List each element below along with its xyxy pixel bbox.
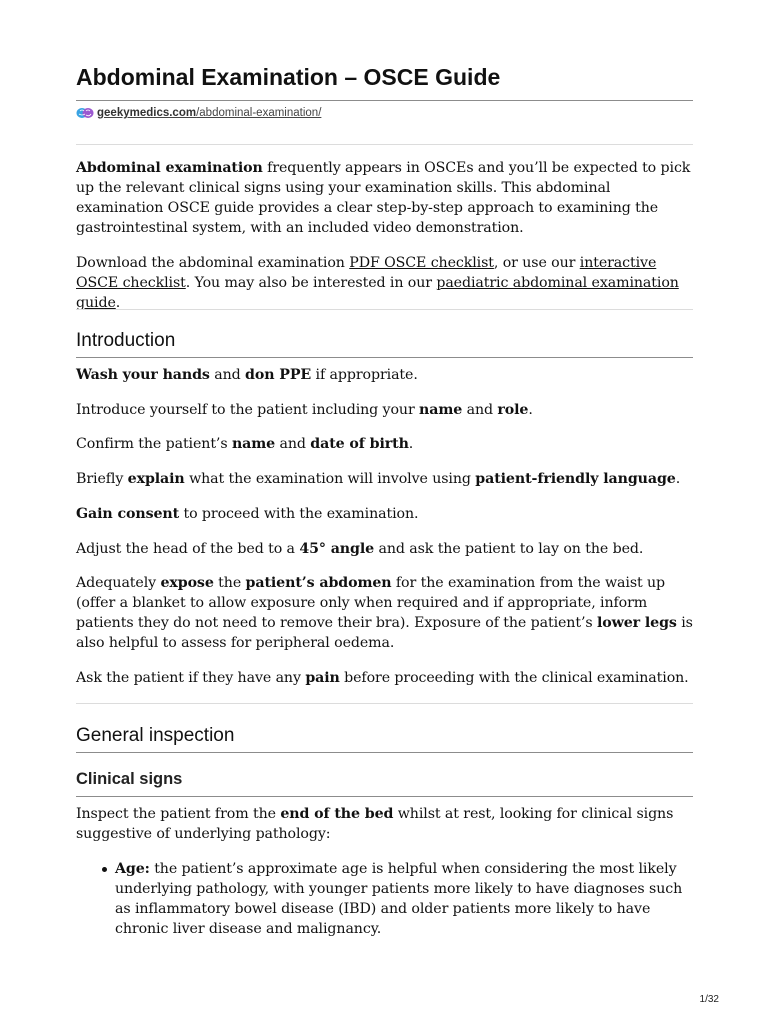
source-divider [76, 144, 693, 145]
pdf-checklist-link[interactable]: PDF OSCE checklist [349, 255, 494, 271]
page-number: 1/32 [699, 994, 719, 1005]
brain-logo-icon [76, 106, 94, 120]
page-title: Abdominal Examination – OSCE Guide [76, 64, 501, 90]
section-divider [76, 703, 693, 704]
intro-step-position: Adjust the head of the bed to a 45° angle and ask the patient to lay on the bed. [76, 541, 644, 557]
interactive-checklist-link[interactable]: interactive OSCE checklist [76, 255, 657, 291]
intro-step-introduce: Introduce yourself to the patient including your name and role. [76, 402, 533, 418]
intro-step-explain: Briefly explain what the examination will involve using patient-friendly language. [76, 471, 681, 487]
subheading-underline [76, 796, 693, 797]
intro-step-wash-hands: Wash your hands and don PPE if appropriate. [76, 367, 418, 383]
intro-step-consent: Gain consent to proceed with the examination. [76, 506, 419, 522]
intro-step-confirm: Confirm the patient’s name and date of birth. [76, 436, 414, 452]
intro-paragraph-2: Download the abdominal examination PDF OSCE checklist, or use our interactive OSCE checklist. You may also be interested in our paediatric abdominal examination guide. [76, 255, 679, 311]
bullet-icon [102, 867, 107, 872]
intro-step-pain: Ask the patient if they have any pain before proceeding with the clinical examination. [76, 670, 689, 686]
source-link[interactable] [76, 105, 321, 121]
intro-paragraph-1: Abdominal examination frequently appears in OSCEs and you’ll be expected to pick up the relevant clinical signs using your examination skills. This abdominal examination OSCE guide provides a clear step-by-step approach to examining the gastrointestinal system, with an included video demonstration. [76, 160, 691, 236]
subheading-clinical-signs: Clinical signs [76, 770, 183, 788]
source-path: /abdominal-examination/ [196, 107, 322, 119]
source-domain: geekymedics.com [97, 107, 197, 119]
section-heading-introduction: Introduction [76, 330, 176, 351]
section-heading-general-inspection: General inspection [76, 725, 235, 746]
bullet-text: Age: the patient’s approximate age is helpful when considering the most likely underlying pathology, with younger patients more likely to have diagnoses such as inflammatory bowel disease (IBD) and older patients more likely to have chronic liver disease and malignancy. [115, 861, 683, 937]
section-divider [76, 309, 693, 310]
source-url[interactable] [97, 107, 321, 119]
inspection-paragraph: Inspect the patient from the end of the bed whilst at rest, looking for clinical signs suggestive of underlying pathology: [76, 806, 674, 842]
title-divider [76, 100, 693, 101]
heading-underline [76, 357, 693, 358]
heading-underline [76, 752, 693, 753]
intro-step-expose: Adequately expose the patient’s abdomen for the examination from the waist up (offer a blanket to allow exposure only when required and if appropriate, inform patients they do not need to remove their bra). Exposure of the patient’s lower legs is also helpful to assess for peripheral oedema. [76, 575, 693, 651]
paediatric-guide-link[interactable]: paediatric abdominal examination guide [76, 275, 679, 311]
